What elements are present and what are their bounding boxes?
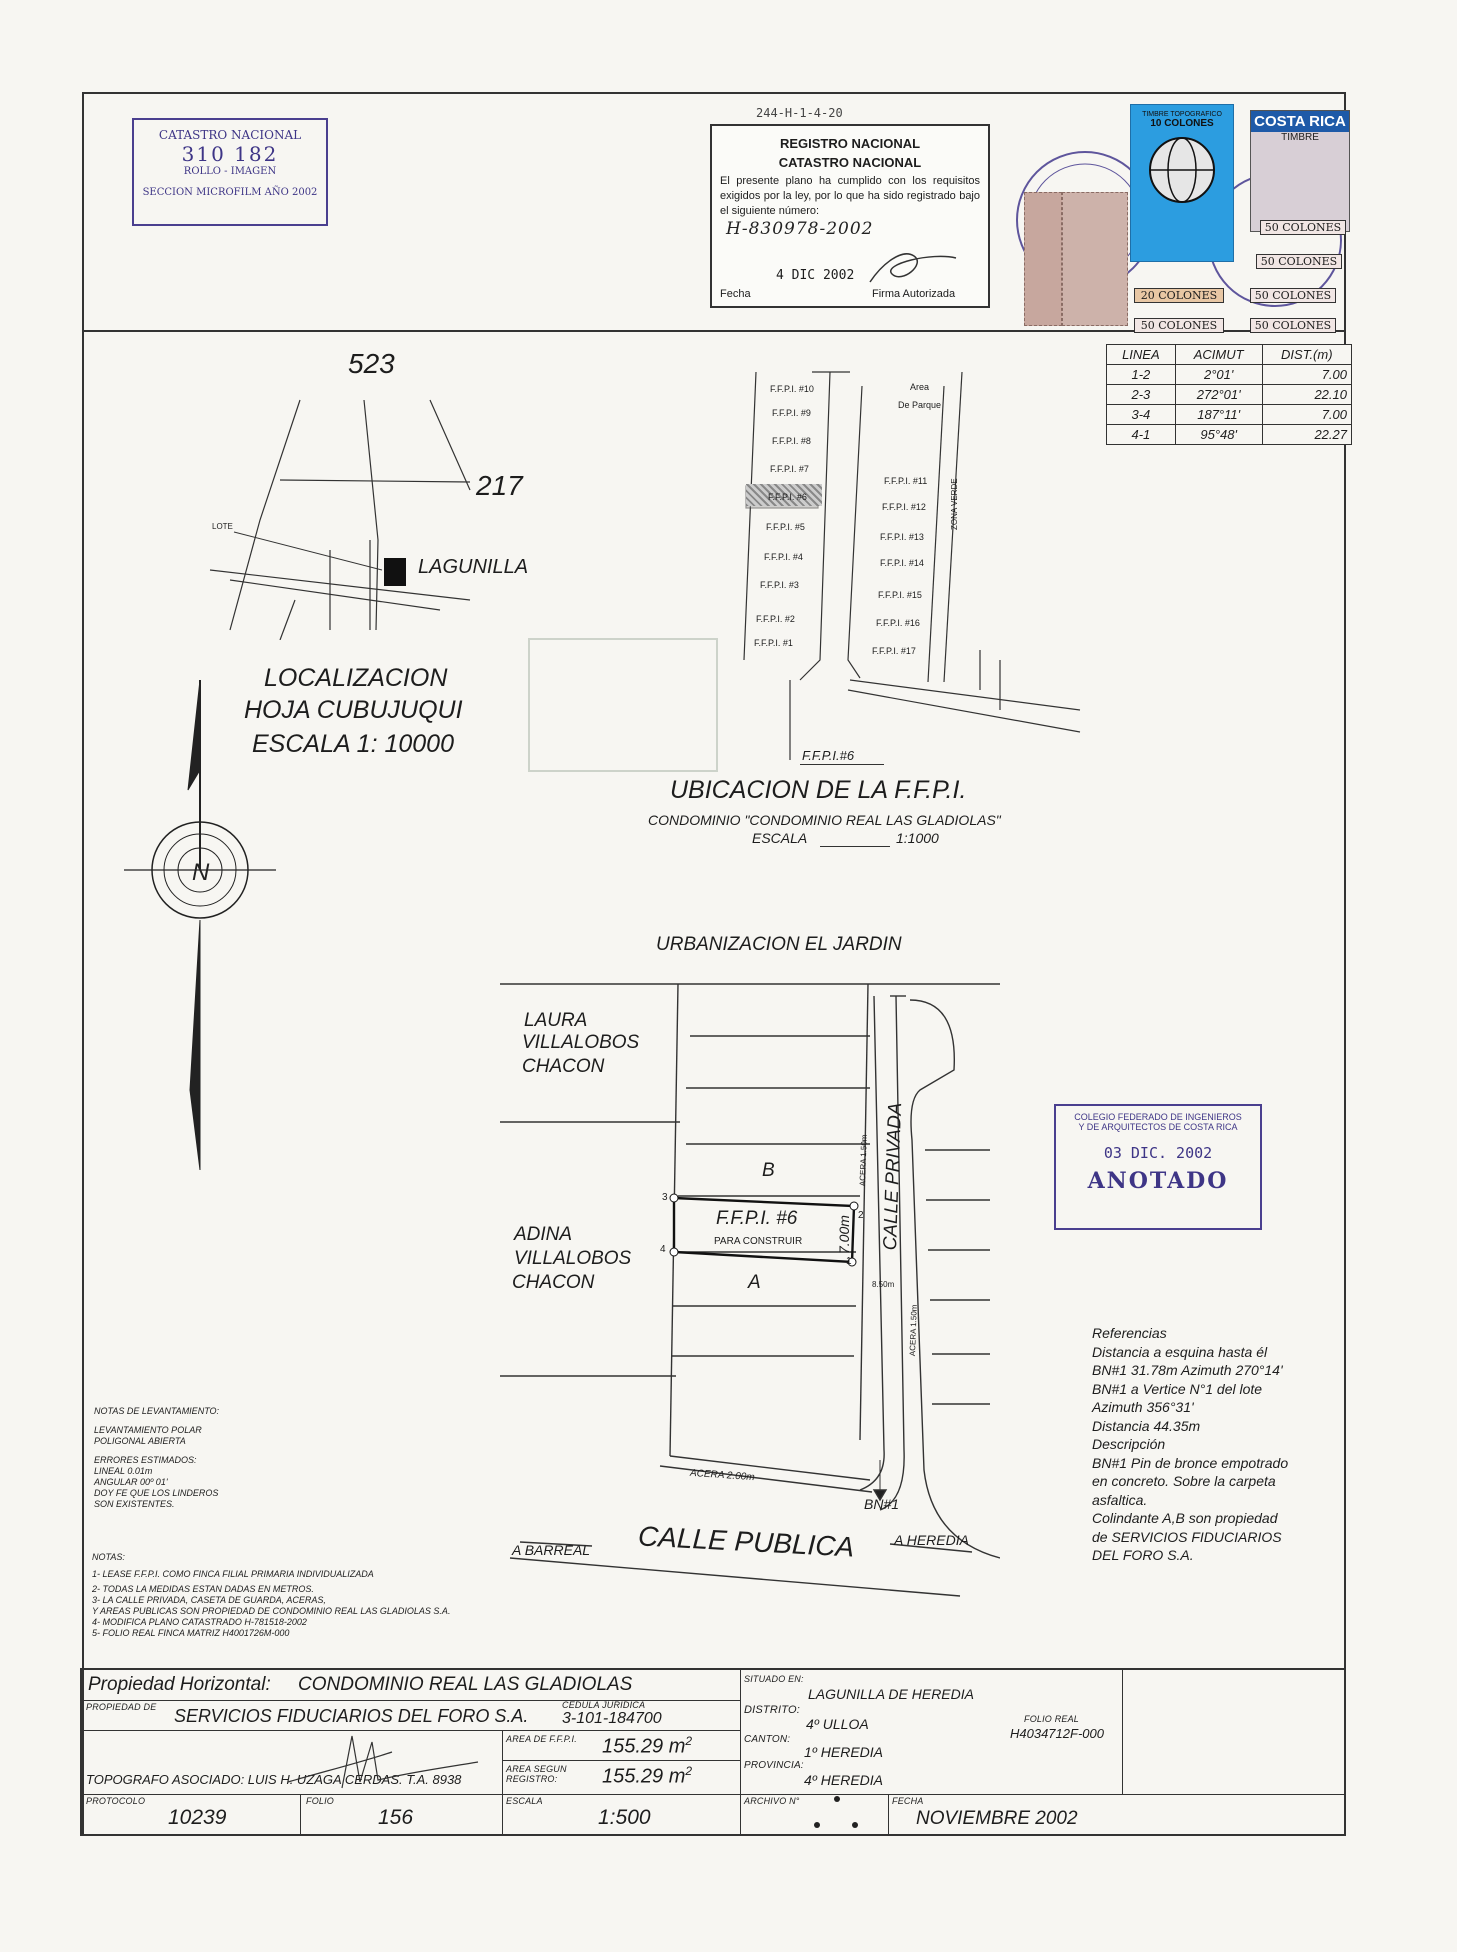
table-cell: 187°11': [1175, 405, 1262, 425]
nota-line: ANGULAR 00º 01': [94, 1477, 168, 1487]
folio-real-label: FOLIO REAL: [1024, 1714, 1080, 1724]
area-ffpi-value: [602, 1734, 692, 1759]
timbre-value: 50 COLONES: [1260, 220, 1346, 235]
registro-number: H-830978-2002: [726, 219, 874, 239]
timbre-brand: COSTA RICA: [1251, 111, 1349, 132]
nota-line: ERRORES ESTIMADOS:: [94, 1455, 197, 1465]
ubicacion-plan: [700, 360, 1100, 780]
canton-value: 1º HEREDIA: [804, 1744, 884, 1760]
globe-icon: [1147, 135, 1217, 205]
lot-label: F.F.P.I. #14: [880, 558, 924, 568]
fecha-label: Fecha: [720, 288, 751, 300]
lot-label: F.F.P.I. #15: [878, 590, 922, 600]
table-cell: 4-1: [1107, 425, 1176, 445]
column-header: ACIMUT: [1175, 345, 1262, 365]
referencias-block: [1092, 1324, 1288, 1565]
table-cell: 2°01': [1175, 365, 1262, 385]
owner-adina: ADINA: [514, 1224, 573, 1245]
notas-levantamiento: [94, 1406, 219, 1510]
tb-divider: [1122, 1670, 1123, 1794]
lot-label: F.F.P.I. #4: [764, 552, 803, 562]
area-unit-exponent: 2: [685, 1764, 693, 1778]
referencias-line: Distancia a esquina hasta él: [1092, 1343, 1268, 1360]
stamp-line: CATASTRO NACIONAL: [158, 128, 302, 142]
owner-adina: CHACON: [512, 1272, 595, 1293]
lot-label: F.F.P.I. #11: [884, 476, 928, 486]
archivo-label: ARCHIVO N°: [744, 1796, 800, 1806]
table-row: [1107, 385, 1352, 405]
tb-divider: [740, 1670, 741, 1836]
nota-line: 1- LEASE F.F.P.I. COMO FINCA FILIAL PRIMARIA INDIVIDUALIZADA: [92, 1569, 374, 1579]
area-registro-value: [602, 1764, 692, 1789]
distrito-value: 4º ULLOA: [806, 1716, 869, 1732]
map-road-number: 523: [348, 348, 395, 379]
nota-line: LEVANTAMIENTO POLAR: [94, 1425, 202, 1435]
acera-label: ACERA 2.00m: [689, 1467, 755, 1484]
vertex-label: 3: [662, 1192, 668, 1203]
urbanizacion-label: URBANIZACION EL JARDIN: [656, 934, 902, 955]
timbre-value: 50 COLONES: [1256, 254, 1342, 269]
lot-label: F.F.P.I. #16: [876, 618, 920, 628]
calle-publica-label: CALLE PUBLICA: [637, 1520, 856, 1563]
folio-value: 156: [378, 1806, 414, 1829]
cedula-label: CEDULA JURIDICA: [562, 1700, 646, 1710]
canton-label: CANTON:: [744, 1734, 791, 1745]
area-parque-label: Area: [910, 382, 930, 392]
lote-leader: [232, 528, 392, 578]
column-header: LINEA: [1107, 345, 1176, 365]
lagunilla-label: LAGUNILLA: [418, 556, 529, 578]
provincia-label: PROVINCIA:: [744, 1760, 804, 1771]
ph-label: Propiedad Horizontal:: [88, 1674, 271, 1695]
timbre-label: TIMBRE: [1281, 132, 1319, 143]
escala-underline: [820, 846, 890, 847]
lot-label: F.F.P.I. #9: [772, 408, 811, 418]
fecha-label: FECHA: [892, 1796, 924, 1806]
ffpi6-pointer-label: F.F.P.I.#6: [802, 748, 855, 763]
nota-line: DOY FE QUE LOS LINDEROS: [94, 1488, 219, 1498]
catastro-microfilm-stamp: [132, 118, 328, 226]
north-arrow-icon: [120, 670, 300, 1190]
table-row: [1107, 365, 1352, 385]
svg-text:N: N: [192, 859, 210, 886]
lot-label: F.F.P.I. #1: [754, 638, 793, 648]
area-registro-label: REGISTRO:: [506, 1774, 558, 1784]
nota-line: 3- LA CALLE PRIVADA, CASETA DE GUARDA, ACERAS,: [92, 1595, 326, 1605]
column-header: DIST.(m): [1262, 345, 1351, 365]
referencias-line: en concreto. Sobre la carpeta: [1092, 1473, 1276, 1489]
tb-divider: [300, 1794, 301, 1836]
ubicacion-escala-label: ESCALA: [752, 830, 808, 846]
cedula-value: 3-101-184700: [562, 1710, 662, 1727]
tb-divider: [82, 1794, 1346, 1795]
area-registro-label: AREA SEGUN: [506, 1764, 567, 1774]
provincia-value: 4º HEREDIA: [804, 1772, 884, 1788]
referencias-line: Referencias: [1092, 1325, 1167, 1341]
timbre-value: 50 COLONES: [1250, 288, 1336, 303]
nota-line: 5- FOLIO REAL FINCA MATRIZ H4001726M-000: [92, 1628, 290, 1638]
archivo-dot: [834, 1796, 840, 1802]
costa-rica-timbre: [1250, 110, 1350, 232]
registro-body: El presente plano ha cumplido con los requisitos exigidos por la ley, por lo que ha sido registrado bajo el siguiente número:: [720, 175, 980, 217]
registro-stamp: [710, 124, 990, 308]
situado-label: SITUADO EN:: [744, 1674, 804, 1684]
timbre-label: TIMBRE TOPOGRAFICO: [1142, 111, 1222, 118]
timbre-label: 10 COLONES: [1150, 118, 1214, 129]
lot-label: F.F.P.I. #5: [766, 522, 805, 532]
topografo-signature: [282, 1732, 482, 1792]
referencias-line: Distancia 44.35m: [1092, 1417, 1201, 1434]
tb-divider: [502, 1730, 503, 1836]
vertex-label: 1: [846, 1256, 852, 1267]
lot-label: F.F.P.I. #10: [770, 384, 814, 394]
title-block: [80, 1668, 1346, 1836]
table-cell: 3-4: [1107, 405, 1176, 425]
table-cell: 7.00: [1262, 405, 1351, 425]
localizacion-title: HOJA CUBUJUQUI: [244, 696, 463, 724]
stamp-date: 03 DIC. 2002: [1103, 1144, 1213, 1162]
colegio-stamp: [1054, 1104, 1262, 1230]
table-cell: 95°48': [1175, 425, 1262, 445]
para-construir-label: PARA CONSTRUIR: [714, 1236, 803, 1247]
fecha-value: NOVIEMBRE 2002: [916, 1808, 1078, 1829]
topografo-value: TOPOGRAFO ASOCIADO: LUIS H. UZAGA CERDAS. T.A. 8938: [86, 1772, 462, 1787]
ffpi6-label: F.F.P.I. #6: [716, 1208, 798, 1229]
table-cell: 22.10: [1262, 385, 1351, 405]
stamp-number: 310 182: [181, 142, 279, 166]
referencias-line: BN#1 Pin de bronce empotrado: [1092, 1454, 1289, 1471]
registro-title: CATASTRO NACIONAL: [778, 155, 922, 170]
distrito-label: DISTRITO:: [744, 1704, 800, 1716]
referencias-line: asfaltica.: [1092, 1491, 1148, 1508]
acera-label: ACERA 1.50m: [858, 1134, 869, 1187]
owner-laura: VILLALOBOS: [522, 1032, 640, 1053]
referencias-line: de SERVICIOS FIDUCIARIOS: [1092, 1528, 1282, 1545]
escala-value: 1:500: [598, 1806, 651, 1829]
timbre-topografico: [1130, 104, 1234, 262]
nota-line: 2- TODAS LA MEDIDAS ESTAN DADAS EN METROS.: [92, 1584, 314, 1594]
stamp-line: ROLLO - IMAGEN: [183, 166, 277, 177]
location-map: [200, 380, 500, 640]
ubicacion-title: UBICACION DE LA F.F.P.I.: [670, 776, 967, 804]
protocolo-label: PROTOCOLO: [86, 1796, 146, 1806]
area-unit-exponent: 2: [685, 1734, 693, 1748]
nota-line: NOTAS DE LEVANTAMIENTO:: [94, 1406, 220, 1416]
benchmark-label: BN#1: [864, 1496, 900, 1512]
lot-label: F.F.P.I. #3: [760, 580, 799, 590]
propiedad-value: SERVICIOS FIDUCIARIOS DEL FORO S.A.: [174, 1706, 529, 1726]
table-cell: 22.27: [1262, 425, 1351, 445]
escala-label: ESCALA: [506, 1796, 543, 1806]
localizacion-title: LOCALIZACION: [264, 664, 448, 692]
lot-b-label: B: [762, 1160, 775, 1181]
postage-stamp: [1024, 192, 1062, 326]
faded-stamp: [528, 638, 718, 772]
nota-line: SON EXISTENTES.: [94, 1499, 175, 1509]
ffpi6-lot-outline: [660, 1184, 860, 1284]
nota-line: 4- MODIFICA PLANO CATASTRADO H-781518-2002: [92, 1617, 307, 1627]
lot-label: F.F.P.I. #17: [872, 646, 916, 656]
owner-laura: CHACON: [522, 1056, 605, 1077]
notas-block: [92, 1552, 450, 1639]
registro-title: REGISTRO NACIONAL: [779, 136, 921, 151]
table-cell: 272°01': [1175, 385, 1262, 405]
table-header-row: [1107, 345, 1352, 365]
referencias-line: DEL FORO S.A.: [1092, 1547, 1194, 1563]
timbre-value: 20 COLONES: [1134, 288, 1224, 303]
lot-label: F.F.P.I. #13: [880, 532, 924, 542]
map-road-number: 217: [476, 470, 523, 501]
folio-label: FOLIO: [306, 1796, 335, 1806]
area-parque-label: De Parque: [898, 400, 942, 410]
table-cell: 2-3: [1107, 385, 1176, 405]
acera-label: ACERA 1.50m: [908, 1304, 919, 1357]
nota-line: POLIGONAL ABIERTA: [94, 1436, 186, 1446]
table-row: [1107, 425, 1352, 445]
calle-privada-label: CALLE PRIVADA: [880, 1102, 907, 1251]
referencias-line: BN#1 a Vertice N°1 del lote: [1092, 1380, 1263, 1397]
azimuth-table: [1106, 344, 1352, 445]
nota-line: LINEAL 0.01m: [94, 1466, 153, 1476]
lot-label: F.F.P.I. #8: [772, 436, 811, 446]
referencias-line: BN#1 31.78m Azimuth 270°14': [1092, 1362, 1283, 1378]
referencias-line: Descripción: [1092, 1436, 1166, 1452]
direction-label: A HEREDIA: [894, 1532, 969, 1548]
stamp-line: COLEGIO FEDERADO DE INGENIEROS: [1074, 1112, 1242, 1122]
table-cell: 1-2: [1107, 365, 1176, 385]
dimension-label: 7.00m: [836, 1215, 852, 1254]
owner-adina: VILLALOBOS: [514, 1248, 632, 1269]
postage-stamp: [1062, 192, 1128, 326]
area-ffpi-label: AREA DE F.F.P.I.: [506, 1734, 577, 1744]
stamp-line: Y DE ARQUITECTOS DE COSTA RICA: [1078, 1122, 1238, 1132]
localizacion-title: ESCALA 1: 10000: [252, 730, 454, 758]
lote-label: LOTE: [212, 522, 233, 531]
archivo-dot: [852, 1822, 858, 1828]
dimension-label: 8.50m: [872, 1280, 895, 1289]
nota-line: Y AREAS PUBLICAS SON PROPIEDAD DE CONDOMINIO REAL LAS GLADIOLAS S.A.: [92, 1606, 451, 1616]
lot-label: F.F.P.I. #12: [882, 502, 926, 512]
table-cell: 7.00: [1262, 365, 1351, 385]
referencias-line: Colindante A,B son propiedad: [1092, 1510, 1278, 1526]
timbre-value: 50 COLONES: [1250, 318, 1336, 333]
lot-label: F.F.P.I. #6: [768, 492, 807, 502]
vertex-label: 4: [660, 1244, 666, 1255]
tb-divider: [502, 1760, 740, 1761]
table-row: [1107, 405, 1352, 425]
ubicacion-escala-value: 1:1000: [896, 830, 939, 846]
pointer-underline: [800, 764, 884, 765]
ubicacion-subtitle: CONDOMINIO "CONDOMINIO REAL LAS GLADIOLAS": [648, 812, 1001, 828]
timbre-value: 50 COLONES: [1134, 318, 1224, 333]
protocolo-value: 10239: [168, 1806, 227, 1829]
situado-value: LAGUNILLA DE HEREDIA: [808, 1686, 974, 1702]
archivo-dot: [814, 1822, 820, 1828]
vertex-label: 2: [858, 1210, 864, 1221]
folio-real-value: H4034712F-000: [1010, 1726, 1104, 1741]
registro-code: 244-H-1-4-20: [756, 106, 843, 120]
owner-laura: LAURA: [524, 1010, 588, 1031]
referencias-line: Azimuth 356°31': [1092, 1399, 1194, 1415]
stamp-anotado: ANOTADO: [1087, 1168, 1229, 1194]
nota-line: NOTAS:: [92, 1552, 125, 1562]
registro-signature: [862, 244, 962, 288]
stamp-line: SECCION MICROFILM AÑO 2002: [142, 187, 318, 198]
tb-divider: [82, 1730, 740, 1731]
registro-date: 4 DIC 2002: [776, 268, 855, 283]
lot-a-label: A: [748, 1272, 761, 1293]
area-value: 155.29 m: [602, 1735, 686, 1758]
area-value: 155.29 m: [602, 1765, 686, 1788]
ph-value: CONDOMINIO REAL LAS GLADIOLAS: [298, 1674, 633, 1695]
direction-label: A BARREAL: [512, 1542, 591, 1558]
firma-label: Firma Autorizada: [872, 288, 956, 300]
zona-verde-label: ZONA VERDE: [950, 478, 959, 530]
propiedad-label: PROPIEDAD DE: [86, 1702, 157, 1712]
tb-divider: [888, 1794, 889, 1836]
lot-label: F.F.P.I. #2: [756, 614, 795, 624]
lot-label: F.F.P.I. #7: [770, 464, 809, 474]
